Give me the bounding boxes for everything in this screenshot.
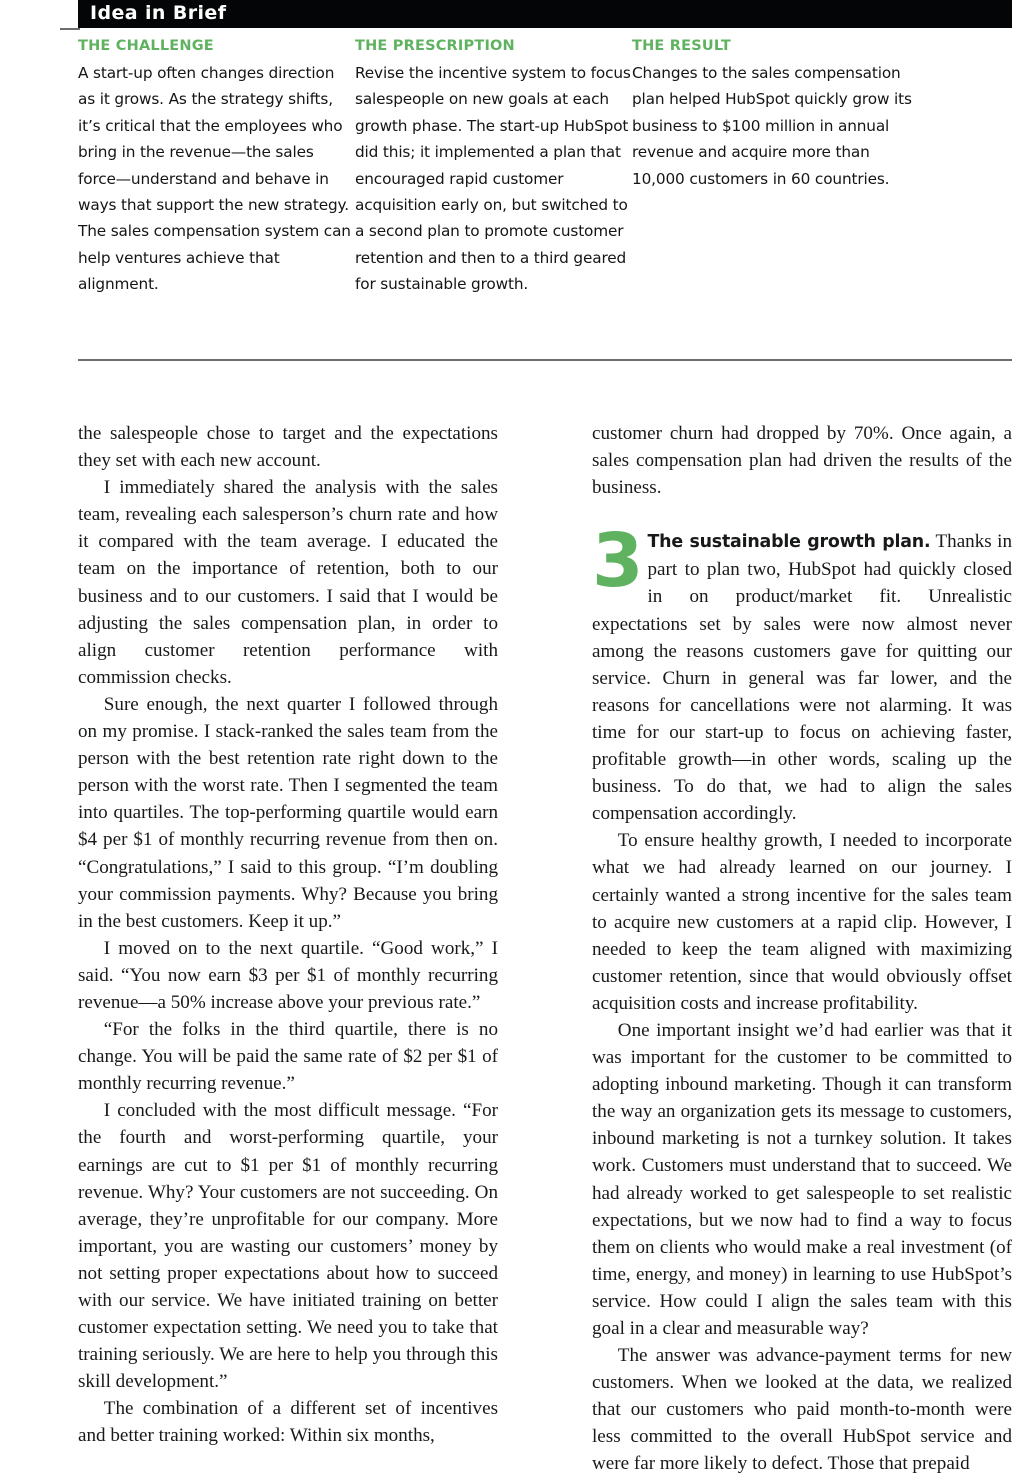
brief-body-prescription: Revise the incentive system to focus salespeople on new goals at each growth phase. The start-up HubSpot did this; it implemented a plan that encouraged rapid customer acquisition early on, but switched to a second plan to promote customer retention and then to a third geared for sustainable growth.: [355, 64, 631, 294]
brief-column-result: [632, 38, 922, 298]
brief-heading-challenge: THE CHALLENGE: [78, 38, 214, 54]
paragraph: The answer was advance-payment terms for new customers. When we looked at the data, we realized that our customers who paid month-to-month were less committed to the overall HubSpot service and were far more likely to defect. Those that prepaid: [592, 1345, 1012, 1475]
paragraph: customer churn had dropped by 70%. Once again, a sales compensation plan had driven the results of the business.: [592, 423, 1012, 499]
paragraph: I concluded with the most difficult message. “For the fourth and worst-performing quartile, your earnings are cut to $1 per $1 of monthly recurring revenue. Why? Your customers are not succeeding. On average, they’re unprofitable for our company. More important, you are wasting our customers’ money by not setting proper expectations about how to succeed with our service. We have initiated training on better customer expectation setting. We need you to take that training seriously. We are here to help you through this skill development.”: [78, 1100, 498, 1393]
paragraph: I moved on to the next quartile. “Good work,” I said. “You now earn $3 per $1 of monthly recurring revenue—a 50% increase above your previous rate.”: [78, 937, 498, 1013]
brief-heading-prescription: THE PRESCRIPTION: [355, 38, 515, 54]
brief-column-challenge: [78, 38, 355, 298]
idea-in-brief-header-bar: [78, 0, 1012, 28]
dropcap-paragraph: [592, 518, 1012, 827]
paragraph: “For the folks in the third quartile, there is no change. You will be paid the same rate of $2 per $1 of monthly recurring revenue.”: [78, 1019, 498, 1095]
brief-body-challenge: A start-up often changes direction as it grows. As the strategy shifts, it’s critical that the employees who bring in the revenue—the sales force—understand and behave in ways that support the new strategy. The sales compensation system can help ventures achieve that alignment.: [78, 64, 351, 294]
brief-column-prescription: [355, 38, 632, 298]
paragraph: To ensure healthy growth, I needed to incorporate what we had already learned on our journey. I certainly wanted a strong incentive for the sales team to acquire new customers at a rapid clip. However, I needed to keep the team aligned with maximizing customer retention, since that would obviously offset acquisition costs and increase profitability.: [592, 830, 1012, 1014]
paragraph: I immediately shared the analysis with the sales team, revealing each salesperson’s churn rate and how it compared with the team average. I educated the team on the importance of retention, both to our business and to our customers. I said that I would be adjusting the sales compensation plan, in order to align customer retention performance with commission checks.: [78, 477, 498, 688]
brief-body-result: Changes to the sales compensation plan helped HubSpot quickly grow its business to $100 million in annual revenue and acquire more than 10,000 customers in 60 countries.: [632, 64, 912, 188]
header-left-rule: [60, 28, 80, 30]
body-column-right: [592, 420, 1012, 1475]
paragraph: Sure enough, the next quarter I followed through on my promise. I stack-ranked the sales team from the person with the best retention rate right down to the person with the worst rate. Then I segmented the team into quartiles. The top-performing quartile would earn $4 per $1 of monthly recurring revenue from then on. “Congratulations,” I said to this group. “I’m doubling your commission payments. Why? Because you bring in the best customers. Keep it up.”: [78, 693, 498, 932]
idea-in-brief-bottom-rule: [78, 359, 1012, 361]
dropcap-numeral: 3: [592, 518, 642, 605]
brief-heading-result: THE RESULT: [632, 38, 731, 54]
idea-in-brief-columns: [78, 38, 1012, 298]
body-column-left: [78, 420, 498, 1447]
idea-in-brief-title: Idea in Brief: [90, 2, 227, 24]
paragraph-text: Thanks in part to plan two, HubSpot had quickly closed in on product/market fit. Unrealistic expectations set by sales were now almost never among the reasons customers gave for quitting our service. Churn in general was far lower, and the reasons for cancellations were not alarming. It was time for our start-up to focus on achieving faster, profitable growth—in other words, scaling up the business. To do that, we had to align the sales compensation accordingly.: [592, 531, 1012, 825]
paragraph: One important insight we’d had earlier was that it was important for the customer to be committed to adopting inbound marketing. Though it can transform the way an organization gets its message to customers, inbound marketing is not a turnkey solution. It takes work. Customers must understand that to succeed. We had already worked to get salespeople to set realistic expectations, but we now had to find a way to focus them on clients who would make a real investment (of time, energy, and money) in learning to use HubSpot’s service. How could I align the sales team with this goal in a clear and measurable way?: [592, 1019, 1012, 1339]
article-body: [78, 420, 1012, 1475]
paragraph: The combination of a different set of incentives and better training worked: Within six months,: [78, 1398, 498, 1447]
paragraph-lead-in: The sustainable growth plan.: [647, 532, 931, 553]
paragraph: the salespeople chose to target and the expectations they set with each new account.: [78, 423, 498, 472]
